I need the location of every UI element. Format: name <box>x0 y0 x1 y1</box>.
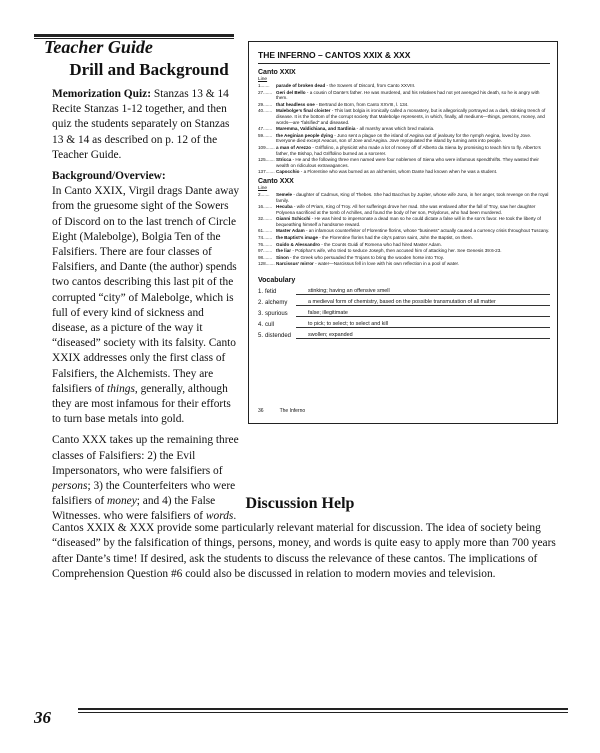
glossary-entry <box>258 228 550 234</box>
glossary-definition: - an infamous counterfeiter of Florentine florins, whose “business” actually caused a currency crisis throughout Tuscany. <box>304 228 550 234</box>
glossary-definition: - Potiphar’s wife, who tried to seduce Joseph, then accused him of attacking her. See Genesis 39:6-23. <box>291 248 502 254</box>
bg-p2-emphasis-3: words <box>205 510 234 523</box>
glossary-line-number: 76....... <box>258 241 273 247</box>
bg-p2-emphasis-2: money <box>107 495 137 508</box>
glossary-text <box>276 204 550 215</box>
glossary-line-number: 27....... <box>258 89 273 95</box>
inset-footer-text: The Inferno <box>279 408 306 414</box>
glossary-line-number: 1....... <box>258 83 270 88</box>
glossary-text <box>276 192 550 203</box>
glossary-definition: - all marshy areas which bred malaria. <box>355 126 435 132</box>
glossary-entry <box>258 157 550 168</box>
inset-title: THE INFERNO – CANTOS XXIX & XXX <box>258 50 550 64</box>
glossary-entry <box>258 248 550 254</box>
glossary-text <box>276 157 550 168</box>
student-page-inset <box>248 41 558 424</box>
glossary-term: Hecuba <box>276 204 293 210</box>
canto-30-line-label: Line <box>258 185 268 191</box>
glossary-term: Capocchio <box>276 169 300 175</box>
glossary-line-number: 16....... <box>258 204 273 210</box>
glossary-text <box>276 169 550 175</box>
glossary-term: Geri del Bello <box>276 89 306 95</box>
glossary-term: Semele <box>276 191 293 197</box>
glossary-entry <box>258 90 550 101</box>
inset-footer <box>258 408 321 414</box>
glossary-term: Gianni Schicchi <box>276 216 311 222</box>
glossary-entry <box>258 255 550 261</box>
glossary-line-number: 109....... <box>258 144 275 150</box>
vocabulary-item <box>258 332 550 339</box>
glossary-line-number: 137....... <box>258 169 275 175</box>
bg-p2-text-a: Canto XXX takes up the remaining three classes of Falsifiers: 2) the Evil Impersonators, who were falsifiers of <box>52 434 239 477</box>
discussion-title: Discussion Help <box>245 495 355 512</box>
vocabulary-number: 5. <box>258 333 264 340</box>
glossary-term: Malebolge’s final cloister <box>276 108 331 114</box>
left-column <box>52 87 240 531</box>
glossary-term: parade of broken dead <box>276 83 326 88</box>
vocabulary-word: fetid <box>265 289 277 296</box>
glossary-entry <box>258 83 550 89</box>
glossary-definition: - He and the following three men named were four noblemen of Siena who were infamous spendthrifts. They wasted their wealth on ridiculous extravagances. <box>276 157 539 168</box>
glossary-entry <box>258 192 550 203</box>
glossary-line-number: 2....... <box>258 191 270 197</box>
vocabulary-word: distended <box>265 333 292 340</box>
vocabulary-number: 2. <box>258 300 264 307</box>
glossary-definition: - Bertrand de Born, from Canto XXVIII, l. 134. <box>314 101 409 107</box>
glossary-line-number: 97....... <box>258 248 273 254</box>
canto-30-heading: Canto XXX <box>258 177 294 185</box>
glossary-term: Maremma, Valdichiana, and Sardinia <box>276 126 356 132</box>
vocabulary-number: 4. <box>258 322 264 329</box>
discussion-body: Cantos XXIX & XXX provide some particularly relevant material for discussion. The idea of society being “diseased” by the falsification of things, persons, money, and words is quite easy to apply more than 700 years after Dante’s time! If desired, ask the students to discuss the relevance of these cantos. The implications of Comprehension Question #6 could also be discussed in relation to modern movies and television. <box>52 522 556 581</box>
glossary-definition: - Griffolino, a physicist who made a lot of money off of Alberto da Siena by promising to teach him to fly. Alberto’s father, the Bishop, had Griffolino burned as a sorcerer. <box>276 144 541 156</box>
glossary-definition: - He was hired to impersonate a dead man so he could dictate a false will in the son’s favor. He took the liberty of bequeathing himself a handsome reward. <box>276 216 541 227</box>
vocabulary-definition: swollen; expanded <box>296 332 550 339</box>
vocabulary-word: cull <box>265 322 275 329</box>
glossary-text <box>276 255 550 261</box>
glossary-definition: - the Greek who persuaded the Trojans to bring the wooden horse into Troy. <box>288 254 444 260</box>
glossary-term: the Baptist’s image <box>276 235 318 241</box>
glossary-line-number: 29....... <box>258 101 273 107</box>
glossary-term: a man of Arezzo <box>276 144 312 150</box>
glossary-text <box>276 261 550 267</box>
vocabulary-definition: a medieval form of chemistry, based on the possible transmutation of all matter <box>296 299 550 306</box>
glossary-line-number: 125....... <box>258 157 275 163</box>
glossary-entry <box>258 102 550 108</box>
vocabulary-word: alchemy <box>265 300 288 307</box>
glossary-entry <box>258 126 550 132</box>
glossary-text <box>276 228 550 234</box>
vocabulary-number: 3. <box>258 311 264 318</box>
vocabulary-heading: Vocabulary <box>258 277 296 285</box>
glossary-entry <box>258 133 550 144</box>
glossary-text <box>276 133 550 144</box>
glossary-definition: - a Florentine who was burned as an alchemist, whom Dante had known when he was a student. <box>299 169 498 175</box>
glossary-entry <box>258 204 550 215</box>
glossary-term: the liar <box>276 248 292 254</box>
glossary-definition: - This last bolgia is ironically called a monastery, but is allegorically portrayed as a dark, stinking trench of disease. It is the bottom of the corrupt society that Malebolge represents, in which, finally, all mediums—things, persons, money, and words—are “falsified” and diseased. <box>276 108 546 125</box>
glossary-term: Stricca <box>276 157 292 163</box>
bg-p2-text-d: . <box>233 510 237 523</box>
glossary-entry <box>258 242 550 248</box>
glossary-line-number: 98....... <box>258 254 273 260</box>
vocabulary-item <box>258 299 550 306</box>
bg-p1-text-b: , generally, although they are most infamous for their efforts to turn base metals into gold. <box>52 382 231 426</box>
glossary-text <box>276 235 550 241</box>
glossary-text <box>276 248 550 254</box>
glossary-term: the Aeginian people dying <box>276 132 333 138</box>
background-paragraph-1 <box>52 184 240 427</box>
bg-p2-text-b: ; 3) the Counterfeiters who were falsifiers of <box>52 480 236 508</box>
vocabulary-definition: to pick; to select; to select and kill <box>296 321 550 328</box>
footer-rule-thin <box>78 712 568 713</box>
glossary-entry <box>258 108 550 125</box>
glossary-entry <box>258 169 550 175</box>
glossary-text <box>276 216 550 227</box>
glossary-definition: - a cousin of Dante’s father. He was murdered, and his relatives had not yet avenged his death, so he is angry with them. <box>276 89 540 101</box>
glossary-line-number: 59....... <box>258 132 273 138</box>
glossary-entry <box>258 261 550 267</box>
bg-p2-emphasis-1: persons <box>52 480 88 493</box>
vocabulary-definition: false; illegitimate <box>296 310 550 317</box>
vocabulary-word: spurious <box>265 311 288 318</box>
glossary-text <box>276 145 550 156</box>
glossary-text <box>276 242 550 248</box>
glossary-definition: - the Florentine florins had the city’s patron saint, John the Baptist, on them. <box>317 235 473 241</box>
glossary-term: that headless one <box>276 101 315 107</box>
glossary-line-number: 74....... <box>258 235 273 241</box>
glossary-text <box>276 108 550 125</box>
glossary-term: Narcissus’ mirror <box>276 261 314 267</box>
glossary-term: Master Adam <box>276 228 305 234</box>
canto-29-line-label: Line <box>258 77 268 82</box>
bg-p1-text-a: In Canto XXIX, Virgil drags Dante away from the gruesome sight of the Sowers of Discord on to the last trench of Circle Eight (Malebolge), Bolgia Ten of the Falsifiers. There are four classes of Falsifiers, and Dante (the author) spends two cantos describing this last pit of the corrupted “city” of Malebolge, which is full of every kind of sickness and disease, as a picture of the way it “diseased” society with its falsity. Canto XXIX addresses only the first class of Falsifiers, the Alchemists. They are falsifiers of <box>52 185 240 395</box>
vocabulary-item <box>258 288 550 295</box>
background-label: Background/Overview: <box>52 170 166 183</box>
glossary-definition: - wife of Priam, King of Troy. All her sufferings drove her mad. She was enslaved after the fall of Troy, saw her daughter Polyxena sacrificed at the tomb of Achilles, and found the body of her son, Polydorus, who had been murdered. <box>276 204 536 215</box>
inset-content <box>258 50 550 343</box>
glossary-definition: - daughter of Cadmus, King of Thebes. She had Bacchus by Jupiter, whose wife Juno, in her anger, took revenge on the royal family. <box>276 191 549 203</box>
page-number: 36 <box>34 708 51 727</box>
glossary-line-number: 32....... <box>258 216 273 222</box>
glossary-definition: - water—Narcissus fell in love with his own reflection in a pool of water. <box>313 261 460 267</box>
vocabulary-number: 1. <box>258 289 264 296</box>
glossary-line-number: 61....... <box>258 228 273 234</box>
guide-title: Teacher Guide <box>44 37 153 57</box>
glossary-line-number: 47....... <box>258 126 273 132</box>
memorization-text: Stanzas 13 & 14 Recite Stanzas 1-12 together, and then quiz the students separately on Stanzas 13 & 14 as described on p. 12 of the Teacher Guide. <box>52 88 230 161</box>
glossary-entry <box>258 145 550 156</box>
glossary-line-number: 40....... <box>258 108 273 114</box>
glossary-definition: - the Sowers of Discord, from Canto XXVIII. <box>325 83 416 88</box>
glossary-entry <box>258 235 550 241</box>
canto-29-heading: Canto XXIX <box>258 69 296 76</box>
vocabulary-item <box>258 321 550 328</box>
memorization-label: Memorization Quiz: <box>52 88 152 100</box>
glossary-line-number: 128....... <box>258 261 275 267</box>
bg-p2-text-c: ; and 4) the False Witnesses. who were falsifiers of <box>52 495 216 523</box>
glossary-text <box>276 83 550 89</box>
canto-30-glossary <box>258 192 550 267</box>
footer-rule-thick <box>78 708 568 710</box>
vocabulary-item <box>258 310 550 317</box>
inset-footer-page: 36 <box>258 408 264 414</box>
glossary-text <box>276 90 550 101</box>
glossary-text <box>276 126 550 132</box>
glossary-definition: - the Counts Guidi of Romena who had hired Master Adam. <box>320 241 442 247</box>
glossary-term: Guido & Alessandro <box>276 241 320 247</box>
canto-29-glossary <box>258 83 550 175</box>
glossary-term: Sinon <box>276 254 289 260</box>
bg-p1-emphasis: things <box>107 382 135 395</box>
glossary-definition: - Juno sent a plague on the island of Aegina out of jealousy for the nymph Aegina, loved by Jove. Everyone died except Aeacus, son of Jove and Aegina. Jove repopulated the island by turning ants into people. <box>276 132 532 144</box>
background-label-paragraph <box>52 169 240 184</box>
vocabulary-definition: stinking; having an offensive smell <box>296 288 550 295</box>
vocabulary-list <box>258 288 550 339</box>
glossary-text <box>276 102 550 108</box>
section-title: Drill and Background <box>69 60 229 79</box>
memorization-paragraph <box>52 87 240 163</box>
glossary-entry <box>258 216 550 227</box>
